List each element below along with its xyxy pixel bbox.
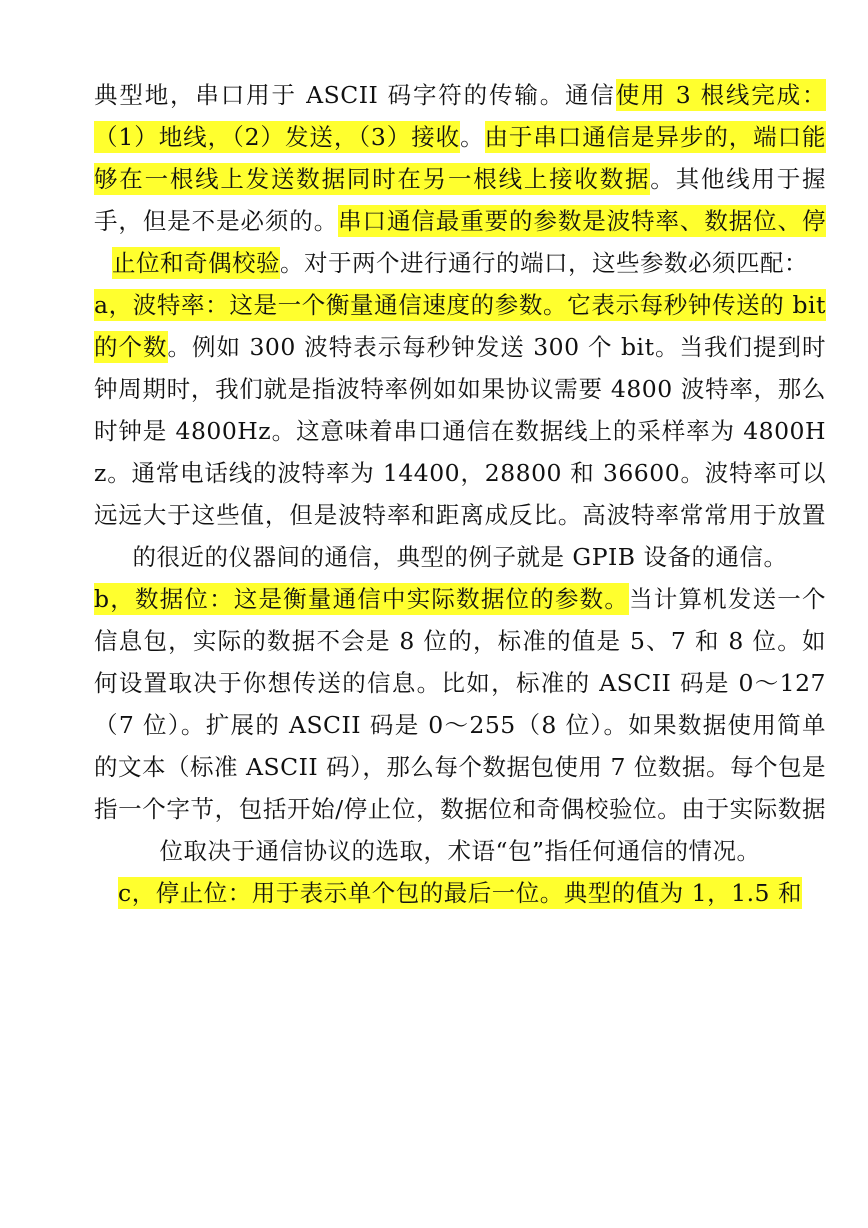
text-span: 典型地，串口用于 ASCII 码字符的传输。通信 (94, 81, 616, 109)
highlighted-text: c，停止位：用于表示单个包的最后一位。典型的值为 1，1.5 和 (118, 879, 802, 907)
text-span: 。例如 300 波特表示每秒钟发送 300 个 bit。当我们提到时钟周期时，我们就是指波特率例如如果协议需要 4800 波特率，那么时钟是 4800Hz。这意味着串口通信在数据线上的采样率为 4800Hz。通常电话线的波特率为 14400，28800 和 36600。波特率可以远远大于这些值，但是波特率和距离成反比。高波特率常常用于放置的很近的仪器间的通信，典型的例子就是 GPIB 设备的通信。 (94, 333, 827, 571)
data-bits-paragraph (94, 578, 826, 872)
text-span: 当计算机发送一个信息包，实际的数据不会是 8 位的，标准的值是 5、7 和 8 位。如何设置取决于你想传送的信息。比如，标准的 ASCII 码是 0～127（7 位）。扩展的 ASCII 码是 0～255（8 位）。如果数据使用简单的文本（标准 ASCII 码），那么每个数据包使用 7 位数据。每个包是指一个字节，包括开始/停止位，数据位和奇偶校验位。由于实际数据位取决于通信协议的选取，术语“包”指任何通信的情况。 (94, 585, 826, 865)
text-span: 。 (460, 123, 485, 151)
stop-bits-paragraph (94, 872, 826, 914)
intro-paragraph (94, 74, 826, 284)
highlighted-text: b，数据位：这是衡量通信中实际数据位的参数。 (94, 585, 630, 613)
highlighted-text: 串口通信最重要的参数是波特率、数据位、停止位和奇偶校验 (112, 207, 827, 277)
highlighted-text: 使用 3 根线完成：（1）地线，（2）发送，（3）接收 (94, 81, 826, 151)
highlighted-text: a，波特率：这是一个衡量通信速度的参数。它表示每秒钟传送的 bit 的个数 (94, 291, 826, 361)
baud-rate-paragraph (94, 284, 826, 578)
document-page (94, 74, 826, 914)
highlighted-text: 由于串口通信是异步的，端口能够在一根线上发送数据同时在另一根线上接收数据 (94, 123, 827, 193)
text-span: 。对于两个进行通行的端口，这些参数必须匹配： (280, 249, 808, 277)
text-span: 。其他线用于握手，但是不是必须的。 (94, 165, 827, 235)
